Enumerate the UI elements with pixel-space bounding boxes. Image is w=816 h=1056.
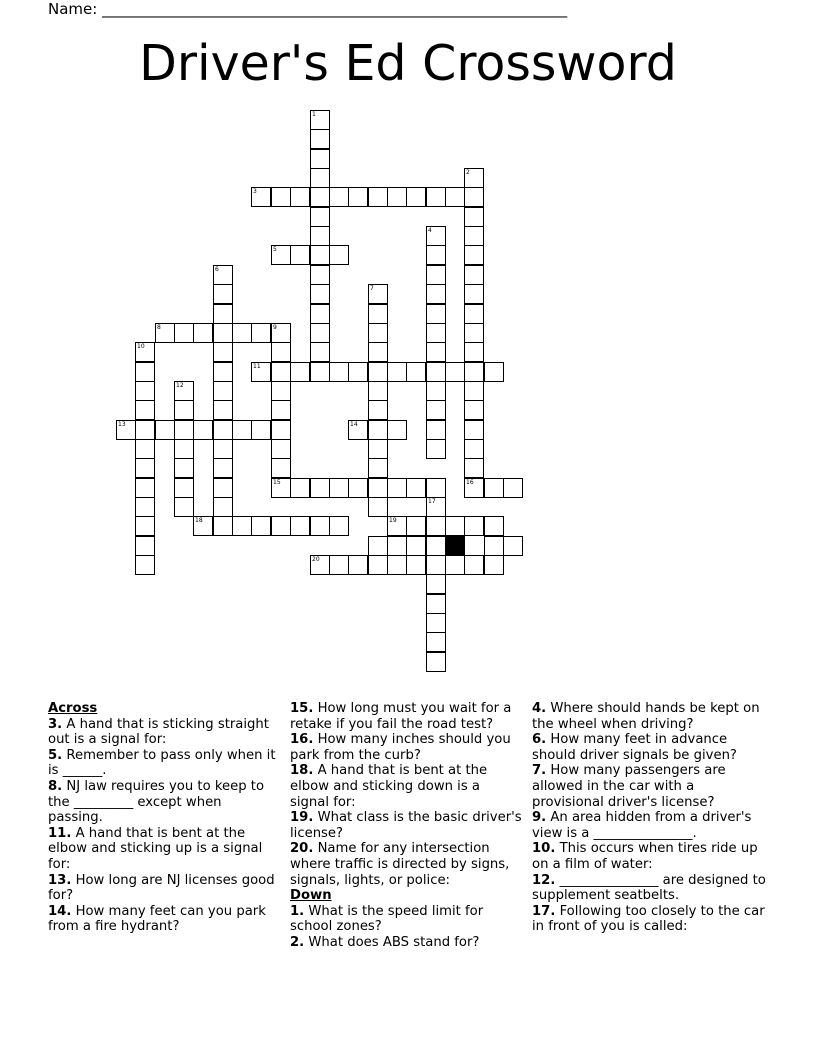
- clues-column-2: [290, 701, 522, 951]
- clue-number: 3: [253, 188, 257, 195]
- crossword-cell[interactable]: [368, 536, 388, 556]
- crossword-cell[interactable]: [464, 478, 484, 498]
- crossword-cell[interactable]: [310, 284, 330, 304]
- crossword-cell[interactable]: [406, 362, 426, 382]
- crossword-cell[interactable]: [232, 323, 252, 343]
- crossword-cell[interactable]: [251, 323, 271, 343]
- crossword-cell[interactable]: [135, 478, 155, 498]
- crossword-cell[interactable]: [271, 342, 291, 362]
- crossword-cell[interactable]: [406, 555, 426, 575]
- crossword-cell[interactable]: [310, 265, 330, 285]
- crossword-cell[interactable]: [329, 478, 349, 498]
- crossword-cell[interactable]: [368, 555, 388, 575]
- crossword-cell[interactable]: [426, 536, 446, 556]
- page-title: Driver's Ed Crossword: [139, 35, 677, 92]
- crossword-cell[interactable]: [251, 516, 271, 536]
- crossword-cell[interactable]: [193, 323, 213, 343]
- crossword-cell[interactable]: [406, 536, 426, 556]
- clue-number-label: 12.: [532, 872, 556, 888]
- crossword-cell[interactable]: [445, 362, 465, 382]
- crossword-cell[interactable]: [155, 323, 175, 343]
- crossword-cell[interactable]: [310, 516, 330, 536]
- crossword-cell[interactable]: [271, 362, 291, 382]
- clue-number: 8: [157, 324, 161, 331]
- crossword-cell[interactable]: [213, 284, 233, 304]
- crossword-cell[interactable]: [135, 555, 155, 575]
- clue-down-4: 4. Where should hands be kept on the wheel when driving?: [532, 701, 760, 732]
- clues-column-3: [532, 701, 768, 935]
- crossword-cell[interactable]: [484, 362, 504, 382]
- clues-column-1: [48, 701, 278, 935]
- clue-number-label: 1.: [290, 903, 305, 919]
- crossword-cell[interactable]: [464, 516, 484, 536]
- crossword-cell[interactable]: [464, 168, 484, 188]
- crossword-cell[interactable]: [368, 187, 388, 207]
- clue-number: 11: [253, 363, 261, 370]
- crossword-cell[interactable]: [174, 323, 194, 343]
- crossword-cell[interactable]: [387, 516, 407, 536]
- crossword-cell[interactable]: [426, 342, 446, 362]
- crossword-cell[interactable]: [426, 304, 446, 324]
- crossword-cell[interactable]: [213, 342, 233, 362]
- crossword-cell[interactable]: [426, 555, 446, 575]
- crossword-cell[interactable]: [329, 516, 349, 536]
- crossword-cell[interactable]: [193, 420, 213, 440]
- clue-down-9: 9. An area hidden from a driver's view is a _______________.: [532, 810, 752, 841]
- crossword-cell[interactable]: [426, 420, 446, 440]
- crossword-cell[interactable]: [135, 342, 155, 362]
- crossword-cell[interactable]: [271, 478, 291, 498]
- crossword-cell[interactable]: [387, 555, 407, 575]
- crossword-cell[interactable]: [135, 516, 155, 536]
- clue-number: 19: [389, 517, 397, 524]
- crossword-cell[interactable]: [213, 420, 233, 440]
- crossword-cell[interactable]: [310, 478, 330, 498]
- crossword-cell[interactable]: [271, 458, 291, 478]
- clue-down-10: 10. This occurs when tires ride up on a film of water:: [532, 841, 758, 872]
- crossword-cell[interactable]: [464, 207, 484, 227]
- crossword-cell[interactable]: [464, 265, 484, 285]
- clue-number: 5: [273, 246, 277, 253]
- crossword-cell[interactable]: [310, 110, 330, 130]
- crossword-cell[interactable]: [426, 187, 446, 207]
- clue-number-label: 13.: [48, 872, 72, 888]
- crossword-cell[interactable]: [426, 323, 446, 343]
- crossword-cell[interactable]: [135, 497, 155, 517]
- clue-number: 9: [273, 324, 277, 331]
- clue-down-6: 6. How many feet in advance should driver signals be given?: [532, 732, 737, 763]
- crossword-cell[interactable]: [310, 555, 330, 575]
- crossword-cell[interactable]: [116, 420, 136, 440]
- crossword-cell[interactable]: [174, 381, 194, 401]
- crossword-cell[interactable]: [464, 226, 484, 246]
- clue-number-label: 11.: [48, 825, 72, 841]
- crossword-cell[interactable]: [426, 497, 446, 517]
- clue-number: 16: [466, 479, 474, 486]
- crossword-cell[interactable]: [368, 400, 388, 420]
- crossword-cell[interactable]: [310, 304, 330, 324]
- crossword-cell[interactable]: [271, 323, 291, 343]
- crossword-block: [445, 536, 465, 556]
- clue-number-label: 17.: [532, 903, 556, 919]
- crossword-cell[interactable]: [387, 536, 407, 556]
- crossword-cell[interactable]: [271, 187, 291, 207]
- crossword-cell[interactable]: [464, 362, 484, 382]
- clue-number: 14: [350, 421, 358, 428]
- crossword-cell[interactable]: [155, 420, 175, 440]
- clue-number-label: 8.: [48, 778, 63, 794]
- crossword-cell[interactable]: [310, 207, 330, 227]
- crossword-cell[interactable]: [271, 439, 291, 459]
- clue-across-8: 8. NJ law requires you to keep to the _________ except when passing.: [48, 778, 265, 826]
- crossword-cell[interactable]: [213, 381, 233, 401]
- crossword-cell[interactable]: [348, 362, 368, 382]
- crossword-cell[interactable]: [213, 265, 233, 285]
- crossword-cell[interactable]: [329, 187, 349, 207]
- crossword-cell[interactable]: [232, 420, 252, 440]
- crossword-cell[interactable]: [445, 516, 465, 536]
- crossword-cell[interactable]: [426, 632, 446, 652]
- clue-number: 1: [312, 111, 316, 118]
- crossword-cell[interactable]: [464, 439, 484, 459]
- crossword-cell[interactable]: [426, 594, 446, 614]
- clue-number: 13: [118, 421, 126, 428]
- crossword-cell[interactable]: [348, 420, 368, 440]
- clue-number-label: 14.: [48, 903, 72, 919]
- crossword-cell[interactable]: [213, 478, 233, 498]
- crossword-cell[interactable]: [426, 265, 446, 285]
- crossword-cell[interactable]: [464, 458, 484, 478]
- down-heading: Down: [290, 888, 332, 904]
- crossword-cell[interactable]: [464, 342, 484, 362]
- name-field-label: Name: ______________________________________________________________: [48, 0, 568, 18]
- crossword-cell[interactable]: [271, 420, 291, 440]
- crossword-cell[interactable]: [484, 516, 504, 536]
- crossword-cell[interactable]: [387, 362, 407, 382]
- crossword-cell[interactable]: [484, 478, 504, 498]
- crossword-cell[interactable]: [426, 574, 446, 594]
- crossword-cell[interactable]: [310, 323, 330, 343]
- crossword-cell[interactable]: [464, 555, 484, 575]
- crossword-cell[interactable]: [368, 381, 388, 401]
- crossword-cell[interactable]: [464, 304, 484, 324]
- crossword-cell[interactable]: [445, 555, 465, 575]
- crossword-cell[interactable]: [310, 245, 330, 265]
- crossword-cell[interactable]: [290, 516, 310, 536]
- crossword-cell[interactable]: [484, 536, 504, 556]
- crossword-cell[interactable]: [213, 439, 233, 459]
- crossword-cell[interactable]: [387, 187, 407, 207]
- crossword-cell[interactable]: [368, 304, 388, 324]
- crossword-cell[interactable]: [174, 420, 194, 440]
- clue-down-17: 17. Following too closely to the car in front of you is called:: [532, 903, 765, 935]
- crossword-cell[interactable]: [174, 439, 194, 459]
- crossword-cell[interactable]: [271, 516, 291, 536]
- clue-number-label: 15.: [290, 701, 314, 716]
- crossword-cell[interactable]: [426, 613, 446, 633]
- crossword-cell[interactable]: [329, 555, 349, 575]
- crossword-cell[interactable]: [174, 497, 194, 517]
- clue-number: 6: [215, 266, 219, 273]
- crossword-cell[interactable]: [464, 187, 484, 207]
- clue-number-label: 16.: [290, 732, 314, 748]
- crossword-cell[interactable]: [290, 245, 310, 265]
- crossword-cell[interactable]: [135, 439, 155, 459]
- crossword-cell[interactable]: [426, 362, 446, 382]
- crossword-cell[interactable]: [232, 516, 252, 536]
- clue-number-label: 10.: [532, 841, 556, 857]
- crossword-cell[interactable]: [213, 362, 233, 382]
- crossword-cell[interactable]: [426, 226, 446, 246]
- crossword-cell[interactable]: [310, 342, 330, 362]
- crossword-cell[interactable]: [290, 362, 310, 382]
- crossword-cell[interactable]: [368, 420, 388, 440]
- crossword-cell[interactable]: [213, 304, 233, 324]
- crossword-cell[interactable]: [426, 652, 446, 672]
- crossword-cell[interactable]: [426, 439, 446, 459]
- crossword-cell[interactable]: [503, 478, 523, 498]
- crossword-cell[interactable]: [368, 323, 388, 343]
- crossword-cell[interactable]: [135, 420, 155, 440]
- crossword-cell[interactable]: [251, 420, 271, 440]
- crossword-cell[interactable]: [348, 187, 368, 207]
- crossword-cell[interactable]: [174, 458, 194, 478]
- crossword-cell[interactable]: [503, 536, 523, 556]
- crossword-cell[interactable]: [251, 187, 271, 207]
- crossword-cell[interactable]: [348, 555, 368, 575]
- crossword-cell[interactable]: [310, 129, 330, 149]
- crossword-cell[interactable]: [251, 362, 271, 382]
- crossword-cell[interactable]: [426, 478, 446, 498]
- clue-number-label: 2.: [290, 934, 305, 950]
- clue-number-label: 7.: [532, 763, 547, 779]
- clue-number-label: 18.: [290, 763, 314, 779]
- crossword-cell[interactable]: [329, 245, 349, 265]
- clue-across-14: 14. How many feet can you park from a fire hydrant?: [48, 903, 266, 935]
- clue-number-label: 9.: [532, 810, 547, 826]
- crossword-cell[interactable]: [464, 245, 484, 265]
- crossword-cell[interactable]: [464, 381, 484, 401]
- crossword-cell[interactable]: [464, 323, 484, 343]
- crossword-cell[interactable]: [271, 400, 291, 420]
- clue-number: 20: [312, 556, 320, 563]
- crossword-cell[interactable]: [193, 516, 213, 536]
- crossword-cell[interactable]: [135, 458, 155, 478]
- crossword-cell[interactable]: [213, 458, 233, 478]
- crossword-cell[interactable]: [174, 478, 194, 498]
- clue-number-label: 5.: [48, 747, 63, 763]
- across-heading: Across: [48, 701, 98, 716]
- clue-down-12: 12. _______________ are designed to supplement seatbelts.: [532, 872, 766, 904]
- crossword-cell[interactable]: [406, 516, 426, 536]
- crossword-cell[interactable]: [348, 478, 368, 498]
- clue-number-label: 6.: [532, 732, 547, 748]
- crossword-cell[interactable]: [426, 516, 446, 536]
- crossword-cell[interactable]: [406, 187, 426, 207]
- crossword-cell[interactable]: [174, 400, 194, 420]
- crossword-cell[interactable]: [426, 284, 446, 304]
- clue-across-20: 20. Name for any intersection where traffic is directed by signs, signals, lights, or police:: [290, 841, 510, 888]
- clue-across-16: 16. How many inches should you park from the curb?: [290, 732, 511, 763]
- crossword-cell[interactable]: [213, 323, 233, 343]
- crossword-cell[interactable]: [213, 497, 233, 517]
- clue-number-label: 20.: [290, 841, 314, 857]
- clue-down-7: 7. How many passengers are allowed in the car with a provisional driver's license?: [532, 763, 726, 810]
- clue-number: 10: [137, 343, 145, 350]
- clue-across-13: 13. How long are NJ licenses good for?: [48, 872, 275, 904]
- clue-number: 2: [466, 169, 470, 176]
- crossword-cell[interactable]: [368, 342, 388, 362]
- crossword-cell[interactable]: [368, 362, 388, 382]
- crossword-cell[interactable]: [387, 478, 407, 498]
- clue-across-11: 11. A hand that is bent at the elbow and sticking up is a signal for:: [48, 825, 263, 872]
- crossword-cell[interactable]: [329, 362, 349, 382]
- clue-across-18: 18. A hand that is bent at the elbow and sticking down is a signal for:: [290, 763, 488, 810]
- clue-number-label: 3.: [48, 716, 63, 732]
- crossword-cell[interactable]: [368, 478, 388, 498]
- crossword-cell[interactable]: [368, 439, 388, 459]
- crossword-cell[interactable]: [310, 226, 330, 246]
- clue-across-5: 5. Remember to pass only when it is ______.: [48, 747, 276, 779]
- clue-number: 12: [176, 382, 184, 389]
- crossword-cell[interactable]: [135, 381, 155, 401]
- crossword-cell[interactable]: [426, 381, 446, 401]
- clue-down-2: 2. What does ABS stand for?: [290, 934, 480, 950]
- clue-number: 18: [195, 517, 203, 524]
- crossword-cell[interactable]: [387, 420, 407, 440]
- crossword-cell[interactable]: [271, 245, 291, 265]
- crossword-cell[interactable]: [310, 149, 330, 169]
- crossword-cell[interactable]: [406, 478, 426, 498]
- crossword-cell[interactable]: [464, 420, 484, 440]
- crossword-cell[interactable]: [368, 497, 388, 517]
- crossword-cell[interactable]: [135, 362, 155, 382]
- crossword-cell[interactable]: [310, 168, 330, 188]
- crossword-cell[interactable]: [426, 245, 446, 265]
- clue-number: 15: [273, 479, 281, 486]
- clue-number-label: 4.: [532, 701, 547, 716]
- crossword-cell[interactable]: [445, 187, 465, 207]
- crossword-cell[interactable]: [290, 187, 310, 207]
- clue-across-3: 3. A hand that is sticking straight out is a signal for:: [48, 716, 269, 748]
- crossword-cell[interactable]: [271, 381, 291, 401]
- crossword-cell[interactable]: [368, 458, 388, 478]
- crossword-cell[interactable]: [464, 284, 484, 304]
- crossword-cell[interactable]: [213, 516, 233, 536]
- clue-across-19: 19. What class is the basic driver's license?: [290, 810, 522, 841]
- clue-number: 17: [428, 498, 436, 505]
- crossword-cell[interactable]: [426, 400, 446, 420]
- clue-across-15: 15. How long must you wait for a retake if you fail the road test?: [290, 701, 512, 732]
- crossword-cell[interactable]: [484, 555, 504, 575]
- clue-number: 7: [370, 285, 374, 292]
- crossword-cell[interactable]: [135, 536, 155, 556]
- crossword-cell[interactable]: [310, 187, 330, 207]
- clue-number-label: 19.: [290, 810, 314, 826]
- clue-number: 4: [428, 227, 432, 234]
- clue-down-1: 1. What is the speed limit for school zones?: [290, 903, 484, 935]
- crossword-cell[interactable]: [368, 284, 388, 304]
- crossword-cell[interactable]: [464, 400, 484, 420]
- crossword-cell[interactable]: [310, 362, 330, 382]
- crossword-cell[interactable]: [135, 400, 155, 420]
- crossword-cell[interactable]: [213, 400, 233, 420]
- crossword-cell[interactable]: [290, 478, 310, 498]
